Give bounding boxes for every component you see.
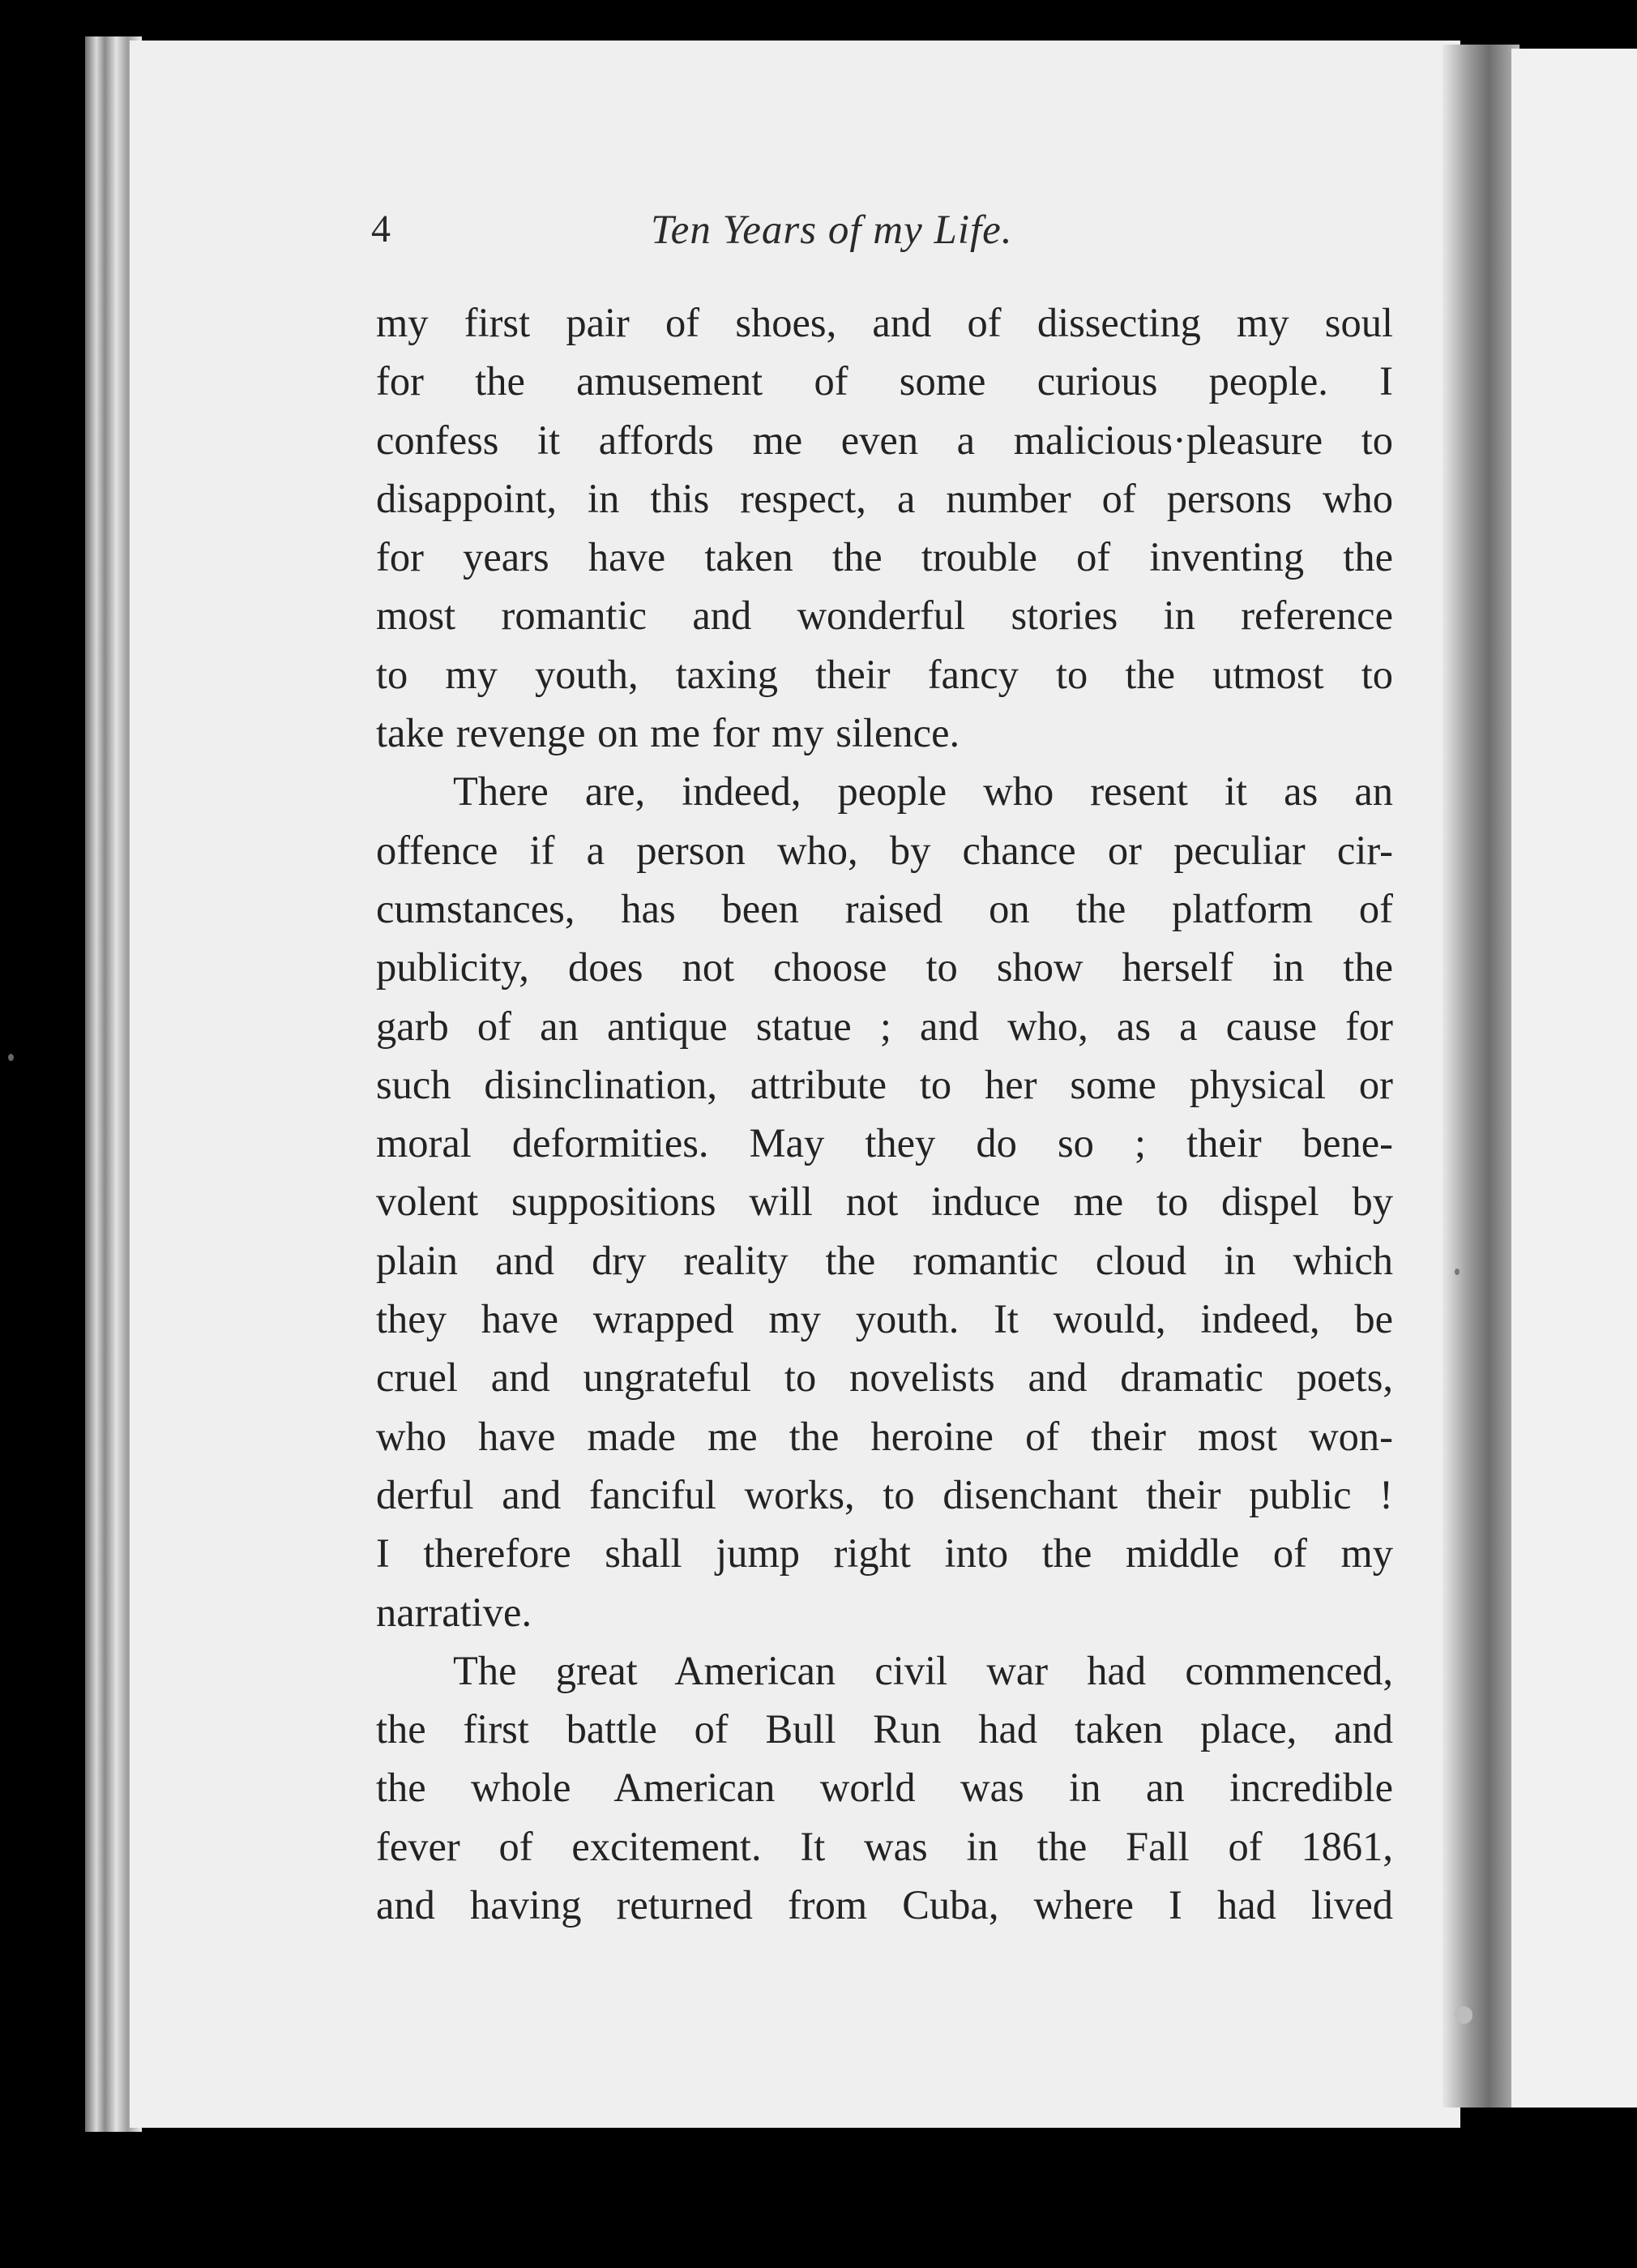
text-line: publicity, does not choose to show herself in the — [376, 944, 1393, 991]
text-line: garb of an antique statue ; and who, as a cause for — [376, 1003, 1393, 1049]
gutter-shadow — [1443, 45, 1519, 2108]
text-line: cruel and ungrateful to novelists and dramatic poets, — [376, 1354, 1393, 1401]
text-line: disappoint, in this respect, a number of persons who — [376, 475, 1393, 521]
page-header — [371, 207, 1392, 272]
page-number: 4 — [371, 208, 391, 250]
text-line: narrative. — [376, 1589, 532, 1635]
text-line: my first pair of shoes, and of dissecting my soul — [376, 300, 1393, 345]
text-line: such disinclination, attribute to her some physical or — [376, 1061, 1393, 1107]
paper-speck — [1455, 1269, 1460, 1275]
text-line: the whole American world was in an incredible — [376, 1765, 1393, 1811]
scan-speck — [8, 1054, 14, 1061]
text-line: moral deformities. May they do so ; their bene- — [376, 1120, 1393, 1166]
running-title: Ten Years of my Life. — [651, 208, 1013, 253]
text-line: for the amusement of some curious people. I — [376, 358, 1393, 404]
facing-page — [1511, 49, 1637, 2108]
text-line: the first battle of Bull Run had taken place, and — [376, 1706, 1393, 1752]
text-line: for years have taken the trouble of inventing the — [376, 534, 1393, 580]
text-line: There are, indeed, people who resent it as an — [453, 768, 1393, 815]
text-line: who have made me the heroine of their most won- — [376, 1413, 1393, 1459]
text-line: fever of excitement. It was in the Fall of 1861, — [376, 1823, 1393, 1869]
body-text — [376, 293, 1393, 1934]
text-line: I therefore shall jump right into the middle of my — [376, 1530, 1393, 1577]
text-line: volent suppositions will not induce me to dispel by — [376, 1179, 1393, 1225]
text-line: take revenge on me for my silence. — [376, 710, 960, 756]
text-line: plain and dry reality the romantic cloud in which — [376, 1237, 1393, 1283]
text-line: confess it affords me even a malicious·pleasure to — [376, 417, 1393, 463]
text-line: and having returned from Cuba, where I had lived — [376, 1882, 1393, 1928]
text-line: cumstances, has been raised on the platform of — [376, 885, 1393, 931]
text-line: offence if a person who, by chance or peculiar cir- — [376, 827, 1393, 873]
text-line: they have wrapped my youth. It would, indeed, be — [376, 1296, 1393, 1342]
text-line: most romantic and wonderful stories in reference — [376, 593, 1393, 639]
text-line: to my youth, taxing their fancy to the utmost to — [376, 651, 1393, 697]
text-line: derful and fanciful works, to disenchant their public ! — [376, 1471, 1393, 1517]
paper-speck — [1455, 2006, 1472, 2024]
text-line: The great American civil war had commenced, — [453, 1647, 1393, 1693]
